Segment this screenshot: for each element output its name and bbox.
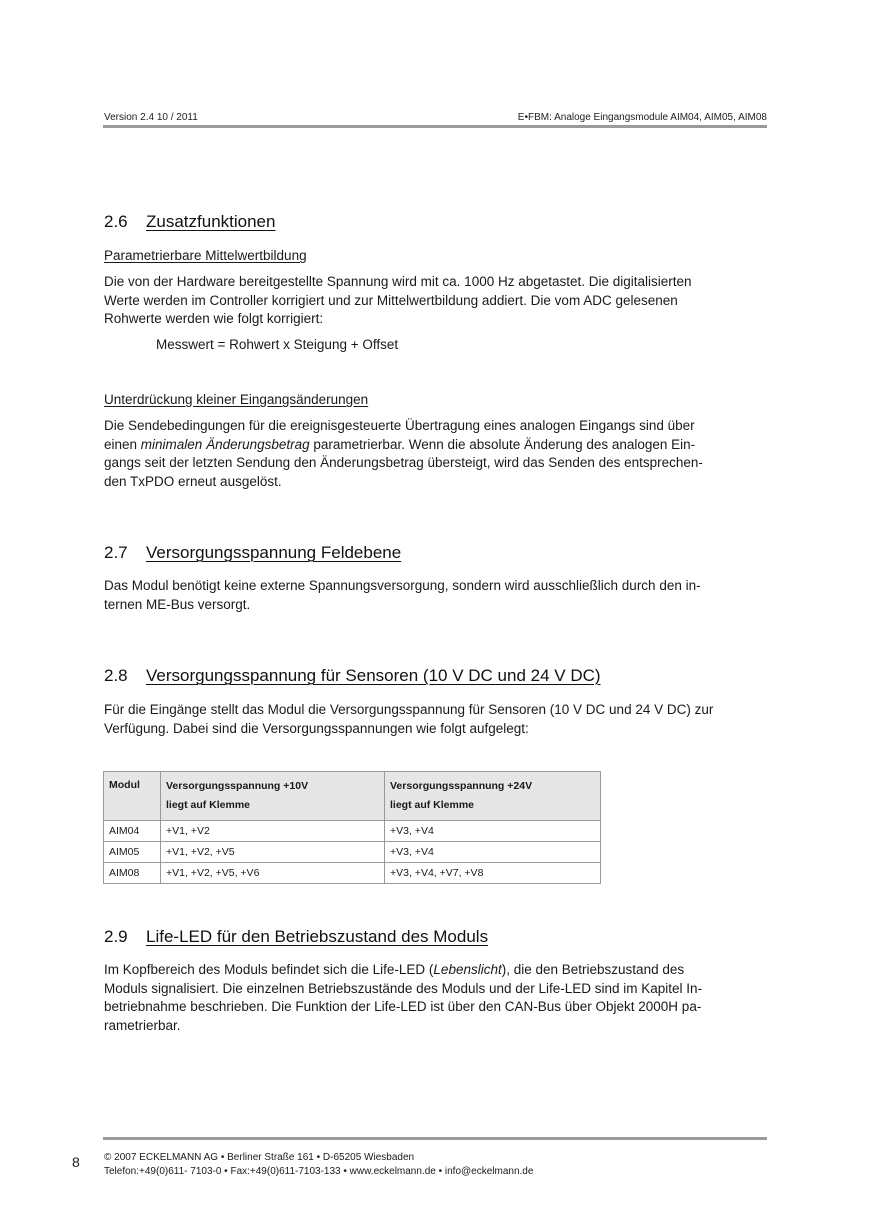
- page-number: 8: [72, 1154, 80, 1170]
- text-fragment: ), die den Betriebszustand des: [501, 962, 685, 977]
- formula-messwert: Messwert = Rohwert x Steigung + Offset: [156, 337, 399, 352]
- section-title: Zusatzfunktionen: [146, 212, 276, 231]
- section-2-6-heading: [104, 212, 275, 232]
- table-cell: +V3, +V4: [385, 842, 601, 863]
- emphasis-text: minimalen Änderungsbetrag: [140, 436, 310, 452]
- section-number: 2.7: [104, 543, 128, 562]
- table-row: [104, 821, 601, 842]
- header-document-title: E•FBM: Analoge Eingangsmodule AIM04, AIM05, AIM08: [517, 112, 767, 123]
- section-2-8-heading: [104, 666, 601, 686]
- text-line: Werte werden im Controller korrigiert und zur Mittelwertbildung addiert. Die vom ADC gelesenen: [104, 292, 678, 308]
- text-line: rametrierbar.: [104, 1018, 181, 1034]
- text-fragment: Im Kopfbereich des Moduls befindet sich die Life-LED (: [104, 962, 434, 977]
- footer-rule: [103, 1137, 767, 1140]
- section-number: 2.8: [104, 666, 128, 685]
- text-line: Verfügung. Dabei sind die Versorgungsspannungen wie folgt aufgelegt:: [104, 720, 529, 736]
- paragraph-feldebene: [104, 577, 776, 614]
- paragraph-mittelwertbildung: [104, 273, 776, 329]
- paragraph-sensoren: [104, 701, 776, 738]
- text-fragment: parametrierbar. Wenn die absolute Änderung des analogen Ein-: [309, 436, 696, 452]
- text-line: Für die Eingänge stellt das Modul die Versorgungsspannung für Sensoren (10 V DC und 24 V DC) zur: [104, 702, 714, 717]
- paragraph-life-led: [104, 961, 776, 1036]
- text-line: Die von der Hardware bereitgestellte Spannung wird mit ca. 1000 Hz abgetastet. Die digitalisierten: [104, 274, 692, 289]
- text-line: den TxPDO erneut ausgelöst.: [104, 474, 282, 490]
- header-line: Versorgungsspannung +10V: [166, 780, 309, 792]
- table-cell: +V1, +V2, +V5: [161, 842, 385, 863]
- column-header-modul: [104, 772, 161, 821]
- text-line: ternen ME-Bus versorgt.: [104, 596, 251, 612]
- table-row: [104, 863, 601, 884]
- text-line: Die Sendebedingungen für die ereignisgesteuerte Übertragung eines analogen Eingangs sind über: [104, 418, 695, 433]
- section-title: Life-LED für den Betriebszustand des Moduls: [146, 927, 489, 946]
- text-fragment: einen: [104, 436, 141, 452]
- text-line: Das Modul benötigt keine externe Spannungsversorgung, sondern wird ausschließlich durch den in-: [104, 578, 701, 593]
- section-number: 2.6: [104, 212, 128, 231]
- header-line: liegt auf Klemme: [166, 799, 251, 811]
- header-line: Versorgungsspannung +24V: [390, 780, 533, 792]
- header-version: Version 2.4 10 / 2011: [104, 112, 198, 123]
- header-rule: [103, 125, 767, 128]
- section-2-9-heading: [104, 927, 488, 947]
- table-cell: AIM05: [104, 842, 161, 863]
- paragraph-eingangsaenderungen: [104, 417, 776, 492]
- table-header-row: [104, 772, 601, 821]
- table-cell: +V1, +V2: [161, 821, 385, 842]
- footer-contact: Telefon:+49(0)611- 7103-0 • Fax:+49(0)611-7103-133 • www.eckelmann.de • info@eckelmann.de: [104, 1166, 534, 1177]
- column-header-24v: [385, 772, 601, 821]
- section-title: Versorgungsspannung Feldebene: [146, 543, 402, 562]
- subheading-eingangsaenderungen: Unterdrückung kleiner Eingangsänderungen: [104, 392, 369, 407]
- text-line: [104, 436, 776, 455]
- header-line: liegt auf Klemme: [390, 799, 475, 811]
- emphasis-text: Lebenslicht: [433, 962, 502, 977]
- header-line: Modul: [109, 779, 140, 791]
- text-line: gangs seit der letzten Sendung den Änderungsbetrag übersteigt, wird das Senden des entsprechen-: [104, 455, 703, 471]
- text-line: Rohwerte werden wie folgt korrigiert:: [104, 311, 324, 327]
- table-cell: AIM04: [104, 821, 161, 842]
- text-line: betriebnahme beschrieben. Die Funktion der Life-LED ist über den CAN-Bus über Objekt 2000H pa-: [104, 999, 702, 1015]
- section-number: 2.9: [104, 927, 128, 946]
- subheading-mittelwertbildung: Parametrierbare Mittelwertbildung: [104, 248, 307, 263]
- column-header-10v: [161, 772, 385, 821]
- text-line: Moduls signalisiert. Die einzelnen Betriebszustände des Moduls und der Life-LED sind im Kapitel In-: [104, 980, 703, 996]
- table-cell: +V3, +V4, +V7, +V8: [385, 863, 601, 884]
- footer-address: © 2007 ECKELMANN AG • Berliner Straße 161 • D-65205 Wiesbaden: [104, 1152, 415, 1163]
- table-cell: +V3, +V4: [385, 821, 601, 842]
- section-title: Versorgungsspannung für Sensoren (10 V DC und 24 V DC): [146, 666, 601, 685]
- supply-voltage-table: [103, 771, 601, 884]
- text-line: [104, 961, 776, 980]
- table-cell: AIM08: [104, 863, 161, 884]
- table-cell: +V1, +V2, +V5, +V6: [161, 863, 385, 884]
- table-row: [104, 842, 601, 863]
- section-2-7-heading: [104, 543, 401, 563]
